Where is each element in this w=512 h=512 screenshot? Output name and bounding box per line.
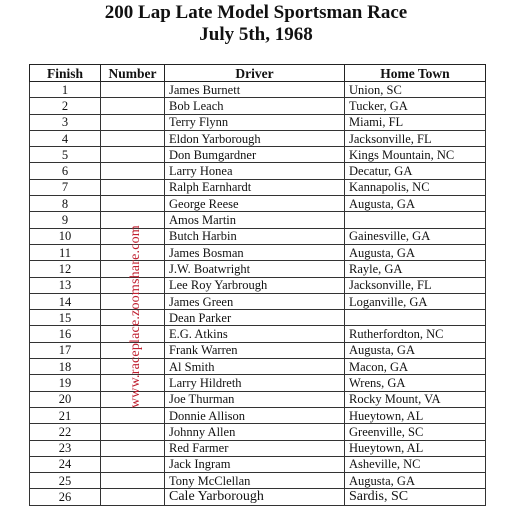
home-town-cell: Augusta, GA [345,244,486,260]
finish-cell: 9 [30,212,101,228]
header-finish: Finish [30,65,101,82]
driver-cell: Jack Ingram [165,456,345,472]
home-town-cell: Augusta, GA [345,473,486,489]
driver-cell: James Green [165,293,345,309]
home-town-cell: Tucker, GA [345,98,486,114]
number-cell [101,114,165,130]
header-home-town: Home Town [345,65,486,82]
finish-cell: 3 [30,114,101,130]
table-row [30,82,486,98]
finish-cell: 10 [30,228,101,244]
finish-cell: 6 [30,163,101,179]
finish-cell: 20 [30,391,101,407]
home-town-cell: Kings Mountain, NC [345,147,486,163]
finish-cell: 25 [30,473,101,489]
home-town-cell: Greenville, SC [345,424,486,440]
number-cell [101,196,165,212]
page-subtitle-date: July 5th, 1968 [199,24,313,45]
number-cell [101,440,165,456]
number-cell [101,424,165,440]
table-row [30,391,486,407]
driver-cell: Cale Yarborough [165,489,345,505]
home-town-cell: Hueytown, AL [345,440,486,456]
finish-cell: 7 [30,179,101,195]
home-town-cell: Rutherfordton, NC [345,326,486,342]
driver-cell: Donnie Allison [165,407,345,423]
driver-cell: Al Smith [165,359,345,375]
finish-cell: 16 [30,326,101,342]
driver-cell: Lee Roy Yarbrough [165,277,345,293]
home-town-cell: Augusta, GA [345,196,486,212]
finish-cell: 18 [30,359,101,375]
home-town-cell: Jacksonville, FL [345,130,486,146]
table-row [30,473,486,489]
finish-cell: 12 [30,261,101,277]
table-row [30,179,486,195]
finish-cell: 1 [30,82,101,98]
driver-cell: Frank Warren [165,342,345,358]
driver-cell: Amos Martin [165,212,345,228]
driver-cell: Johnny Allen [165,424,345,440]
table-row [30,244,486,260]
table-row [30,147,486,163]
finish-cell: 26 [30,489,101,505]
table-row [30,440,486,456]
home-town-cell [345,212,486,228]
home-town-cell: Sardis, SC [345,489,486,505]
home-town-cell: Wrens, GA [345,375,486,391]
number-cell [101,456,165,472]
table-row [30,228,486,244]
finish-cell: 17 [30,342,101,358]
number-cell [101,82,165,98]
finish-cell: 21 [30,407,101,423]
driver-cell: Tony McClellan [165,473,345,489]
finish-cell: 5 [30,147,101,163]
watermark: www.raceplace.zoomshare.com [128,225,143,408]
results-body [30,82,486,506]
home-town-cell: Loganville, GA [345,293,486,309]
number-cell [101,473,165,489]
driver-cell: George Reese [165,196,345,212]
home-town-cell: Augusta, GA [345,342,486,358]
home-town-cell: Miami, FL [345,114,486,130]
number-cell [101,98,165,114]
driver-cell: Larry Honea [165,163,345,179]
driver-cell: James Burnett [165,82,345,98]
table-row [30,326,486,342]
home-town-cell: Decatur, GA [345,163,486,179]
home-town-cell: Hueytown, AL [345,407,486,423]
finish-cell: 23 [30,440,101,456]
table-row [30,456,486,472]
results-table [29,64,486,506]
home-town-cell: Macon, GA [345,359,486,375]
driver-cell: E.G. Atkins [165,326,345,342]
table-row [30,489,486,505]
table-row [30,293,486,309]
driver-cell: Butch Harbin [165,228,345,244]
header-row [30,65,486,82]
finish-cell: 11 [30,244,101,260]
header-number: Number [101,65,165,82]
finish-cell: 14 [30,293,101,309]
driver-cell: Bob Leach [165,98,345,114]
finish-cell: 2 [30,98,101,114]
number-cell [101,130,165,146]
finish-cell: 13 [30,277,101,293]
number-cell [101,407,165,423]
home-town-cell: Kannapolis, NC [345,179,486,195]
home-town-cell [345,310,486,326]
finish-cell: 22 [30,424,101,440]
table-row [30,261,486,277]
finish-cell: 15 [30,310,101,326]
table-row [30,212,486,228]
driver-cell: Terry Flynn [165,114,345,130]
table-row [30,342,486,358]
driver-cell: J.W. Boatwright [165,261,345,277]
driver-cell: James Bosman [165,244,345,260]
table-row [30,114,486,130]
driver-cell: Joe Thurman [165,391,345,407]
table-row [30,196,486,212]
table-row [30,310,486,326]
finish-cell: 4 [30,130,101,146]
home-town-cell: Asheville, NC [345,456,486,472]
number-cell [101,147,165,163]
driver-cell: Dean Parker [165,310,345,326]
driver-cell: Red Farmer [165,440,345,456]
table-row [30,407,486,423]
finish-cell: 24 [30,456,101,472]
driver-cell: Larry Hildreth [165,375,345,391]
home-town-cell: Rayle, GA [345,261,486,277]
table-row [30,375,486,391]
table-row [30,163,486,179]
home-town-cell: Gainesville, GA [345,228,486,244]
header-driver: Driver [165,65,345,82]
driver-cell: Eldon Yarborough [165,130,345,146]
number-cell [101,179,165,195]
driver-cell: Ralph Earnhardt [165,179,345,195]
number-cell [101,489,165,505]
table-row [30,424,486,440]
number-cell [101,163,165,179]
table-row [30,359,486,375]
page-title: 200 Lap Late Model Sportsman Race [104,2,408,23]
home-town-cell: Union, SC [345,82,486,98]
table-row [30,98,486,114]
table-row [30,277,486,293]
finish-cell: 8 [30,196,101,212]
driver-cell: Don Bumgardner [165,147,345,163]
home-town-cell: Rocky Mount, VA [345,391,486,407]
table-row [30,130,486,146]
home-town-cell: Jacksonville, FL [345,277,486,293]
finish-cell: 19 [30,375,101,391]
